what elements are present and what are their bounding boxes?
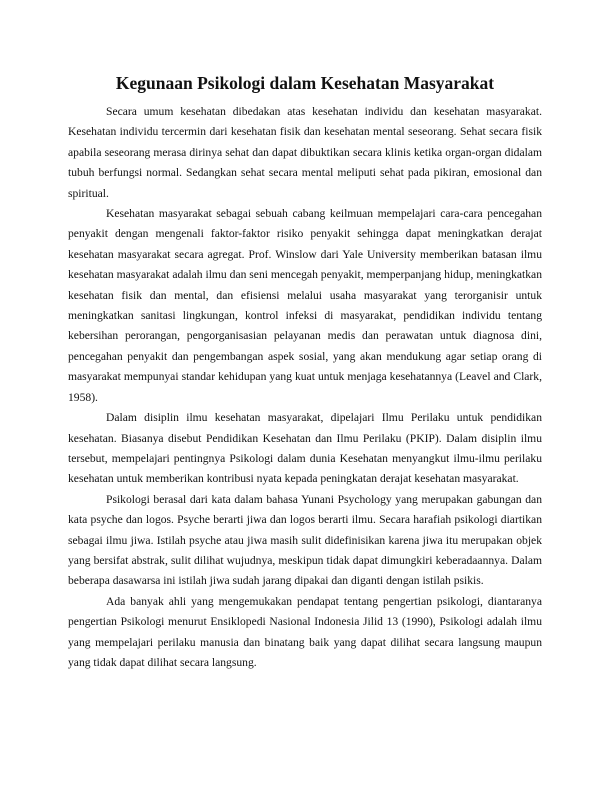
paragraph-2: Kesehatan masyarakat sebagai sebuah cabang keilmuan mempelajari cara-cara pencegahan penyakit dengan mengenali faktor-faktor risiko penyakit sehingga dapat meningkatkan derajat kesehatan masyarakat secara agregat. Prof. Winslow dari Yale University memberikan batasan ilmu kesehatan masyarakat adalah ilmu dan seni mencegah penyakit, memperpanjang hidup, meningkatkan kesehatan fisik dan mental, dan efisiensi melalui usaha masyarakat yang terorganisir untuk meningkatkan sanitasi lingkungan, kontrol infeksi di masyarakat, pendidikan individu tentang kebersihan perorangan, pengorganisasian pelayanan medis dan perawatan untuk diagnosa dini, pencegahan penyakit dan pengembangan aspek sosial, yang akan mendukung agar setiap orang di masyarakat mempunyai standar kehidupan yang kuat untuk menjaga kesehatannya (Leavel and Clark, 1958). (68, 207, 542, 404)
paragraph-5: Ada banyak ahli yang mengemukakan pendapat tentang pengertian psikologi, diantaranya pengertian Psikologi menurut Ensiklopedi Nasional Indonesia Jilid 13 (1990), Psikologi adalah ilmu yang mempelajari perilaku manusia dan binatang baik yang dapat dilihat secara langsung maupun yang tidak dapat dilihat secara langsung. (68, 594, 542, 669)
paragraph-3: Dalam disiplin ilmu kesehatan masyarakat, dipelajari Ilmu Perilaku untuk pendidikan kesehatan. Biasanya disebut Pendidikan Kesehatan dan Ilmu Perilaku (PKIP). Dalam disiplin ilmu tersebut, mempelajari pentingnya Psikologi dalam dunia Kesehatan menyangkut ilmu-ilmu perilaku kesehatan untuk memberikan kontribusi nyata kepada peningkatan derajat kesehatan masyarakat. (68, 411, 542, 486)
document-title: Kegunaan Psikologi dalam Kesehatan Masyarakat (115, 73, 495, 93)
paragraph-1: Secara umum kesehatan dibedakan atas kesehatan individu dan kesehatan masyarakat. Kesehatan individu tercermin dari kesehatan fisik dan kesehatan mental seseorang. Sehat secara fisik apabila seseorang merasa dirinya sehat dan dapat dibuktikan secara klinis ketika organ-organ didalam tubuh berfungsi normal. Sedangkan sehat secara mental meliputi sehat pada pikiran, emosional dan spiritual. (68, 105, 542, 200)
document-page (68, 72, 542, 673)
paragraph-4: Psikologi berasal dari kata dalam bahasa Yunani Psychology yang merupakan gabungan dan kata psyche dan logos. Psyche berarti jiwa dan logos berarti ilmu. Secara harafiah psikologi diartikan sebagai ilmu jiwa. Istilah psyche atau jiwa masih sulit didefinisikan karena jiwa itu merupakan objek yang bersifat abstrak, sulit dilihat wujudnya, meskipun tidak dapat dimungkiri keberadaannya. Dalam beberapa dasawarsa ini istilah jiwa sudah jarang dipakai dan diganti dengan istilah psikis. (68, 492, 542, 588)
